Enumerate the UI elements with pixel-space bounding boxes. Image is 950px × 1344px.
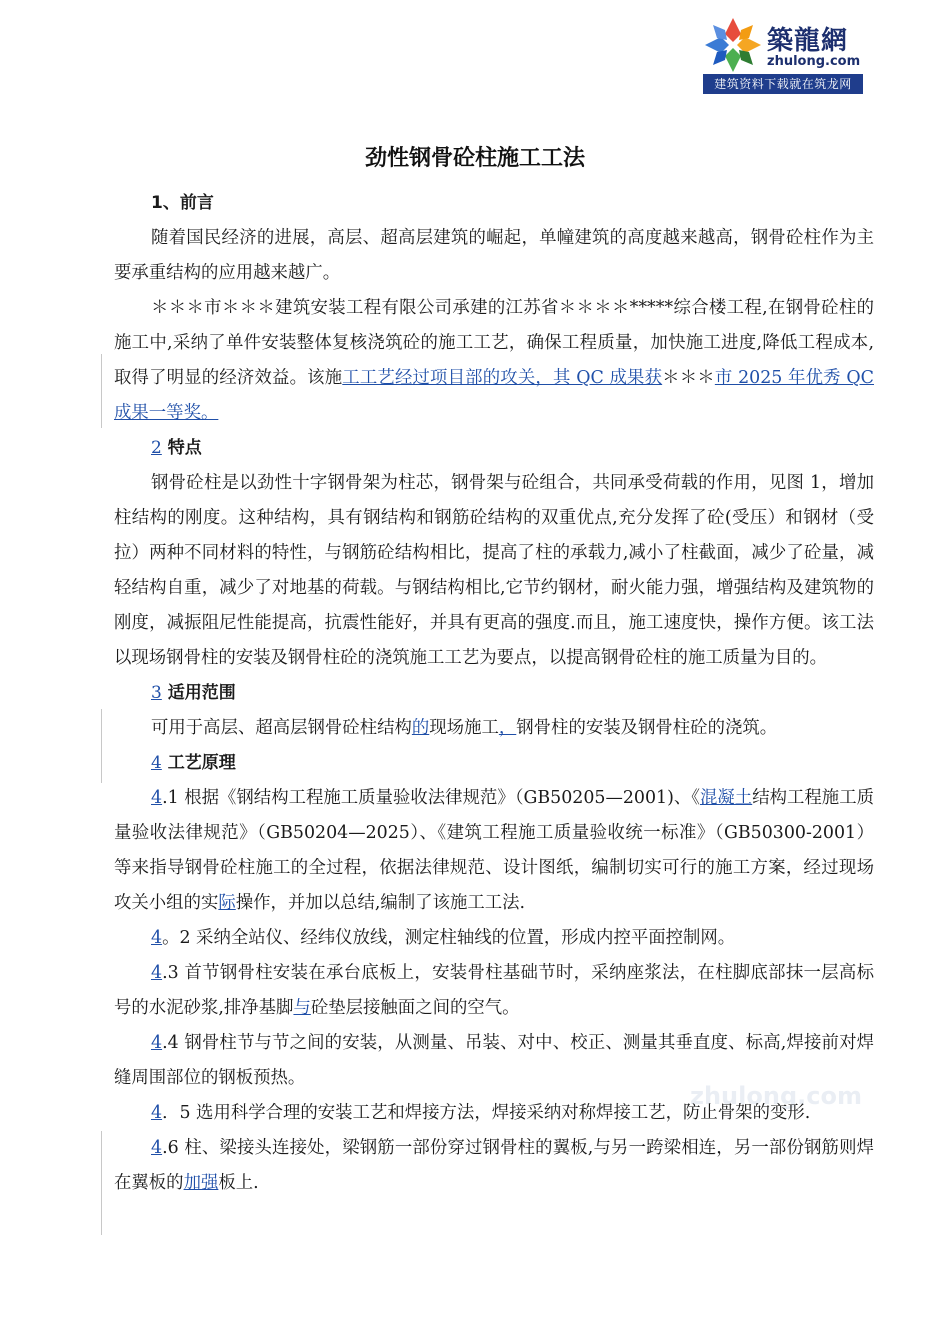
paragraph: 随着国民经济的进展，高层、超高层建筑的崛起，单幢建筑的高度越来越高，钢骨砼柱作为主要承重结构的应用越来越广。 xyxy=(114,228,874,283)
watermark: zhulong.com xyxy=(690,1082,862,1110)
logo-name: 築龍網 xyxy=(767,26,849,56)
list-item-4-6: 4.6 柱、梁接头连接处，梁钢筋一部份穿过钢骨柱的翼板,与另一跨梁相连，另一部份钢筋则焊在翼板的加强板上. xyxy=(114,1138,874,1193)
zhulong-logo xyxy=(703,10,863,92)
item-number-link[interactable]: 4 xyxy=(151,788,163,808)
change-bar xyxy=(101,709,102,783)
item-number-link[interactable]: 4 xyxy=(151,1103,163,1123)
paragraph: ＊＊＊市＊＊＊建筑安装工程有限公司承建的江苏省＊＊＊＊*****综合楼工程,在钢骨砼柱的施工中,采纳了单件安装整体复核浇筑砼的施工工艺，确保工程质量，加快施工进度,降低工程成本,取得了明显的经济效益。该施工工艺经过项目部的攻关，其 QC 成果获＊＊＊市 2025 年优秀 QC 成果一等奖。 xyxy=(114,298,874,423)
paragraph: 可用于高层、超高层钢骨砼柱结构的现场施工，钢骨柱的安装及钢骨柱砼的浇筑。 xyxy=(151,718,778,738)
snowflake-logo-icon xyxy=(703,16,763,74)
document-title: 劲性钢骨砼柱施工工法 xyxy=(364,146,585,171)
list-item-4-4: 4.4 钢骨柱节与节之间的安装，从测量、吊装、对中、校正、测量其垂直度、标高,焊接前对焊缝周围部位的钢板预热。 xyxy=(114,1033,874,1088)
item-number-link[interactable]: 4 xyxy=(151,963,163,983)
hyperlink[interactable]: 加强 xyxy=(183,1173,219,1193)
section-heading-1: 1、前言 xyxy=(151,193,214,213)
hyperlink[interactable]: 工工艺经过项目部的攻关，其 QC 成果获 xyxy=(342,368,663,388)
section-number-link[interactable]: 3 xyxy=(151,683,162,703)
section-number-link[interactable]: 2 xyxy=(151,438,162,458)
item-number-link[interactable]: 4 xyxy=(151,1138,163,1158)
item-number-link[interactable]: 4 xyxy=(151,1033,163,1053)
section-heading-4: 4 工艺原理 xyxy=(151,753,236,773)
change-bar xyxy=(101,354,102,428)
hyperlink[interactable]: 混凝土 xyxy=(700,788,753,808)
section-number-link[interactable]: 4 xyxy=(151,753,162,773)
list-item-4-2: 4。2 采纳全站仪、经纬仪放线，测定柱轴线的位置，形成内控平面控制网。 xyxy=(151,928,736,948)
paragraph: 钢骨砼柱是以劲性十字钢骨架为柱芯，钢骨架与砼组合，共同承受荷载的作用，见图 1，增加柱结构的刚度。这种结构，具有钢结构和钢筋砼结构的双重优点,充分发挥了砼(受压）和钢材（受拉）两种不同材料的特性，与钢筋砼结构相比，提高了柱的承载力,减小了柱截面，减少了砼量，减轻结构自重，减少了对地基的荷载。与钢结构相比,它节约钢材，耐火能力强，增强结构及建筑物的刚度，减振阻尼性能提高，抗震性能好，并具有更高的强度.而且，施工速度快，操作方便。该工法以现场钢骨柱的安装及钢骨柱砼的浇筑施工工艺为要点，以提高钢骨砼柱的施工质量为目的。 xyxy=(114,473,874,668)
logo-slogan: 建筑资料下载就在筑龙网 xyxy=(703,74,863,94)
logo-domain: zhulong.com xyxy=(767,54,861,69)
section-heading-2: 2 特点 xyxy=(151,438,202,458)
list-item-4-1: 4.1 根据《钢结构工程施工质量验收法律规范》（GB50205—2001)、《混凝土结构工程施工质量验收法律规范》（GB50204—2025）、《建筑工程施工质量验收统一标准》（GB50300-2001）等来指导钢骨砼柱施工的全过程，依据法律规范、设计图纸，编制切实可行的施工方案，经过现场攻关小组的实际操作，并加以总结,编制了该施工工法. xyxy=(114,788,874,913)
hyperlink[interactable]: ， xyxy=(498,718,517,738)
hyperlink[interactable]: 与 xyxy=(293,998,311,1018)
change-bar xyxy=(101,1131,102,1235)
list-item-4-5: 4．5 选用科学合理的安装工艺和焊接方法，焊接采纳对称焊接工艺，防止骨架的变形. xyxy=(151,1103,811,1123)
item-number-link[interactable]: 4 xyxy=(151,928,163,948)
document-body xyxy=(114,186,874,1201)
hyperlink[interactable]: 市 2025 年优秀 QC 成果一等奖。 xyxy=(114,368,874,423)
section-heading-3: 3 适用范围 xyxy=(151,683,236,703)
hyperlink[interactable]: 际 xyxy=(218,893,236,913)
list-item-4-3: 4.3 首节钢骨柱安装在承台底板上，安装骨柱基础节时，采纳座浆法，在柱脚底部抹一层高标号的水泥砂浆,排净基脚与砼垫层接触面之间的空气。 xyxy=(114,963,874,1018)
hyperlink[interactable]: 的 xyxy=(411,718,430,738)
